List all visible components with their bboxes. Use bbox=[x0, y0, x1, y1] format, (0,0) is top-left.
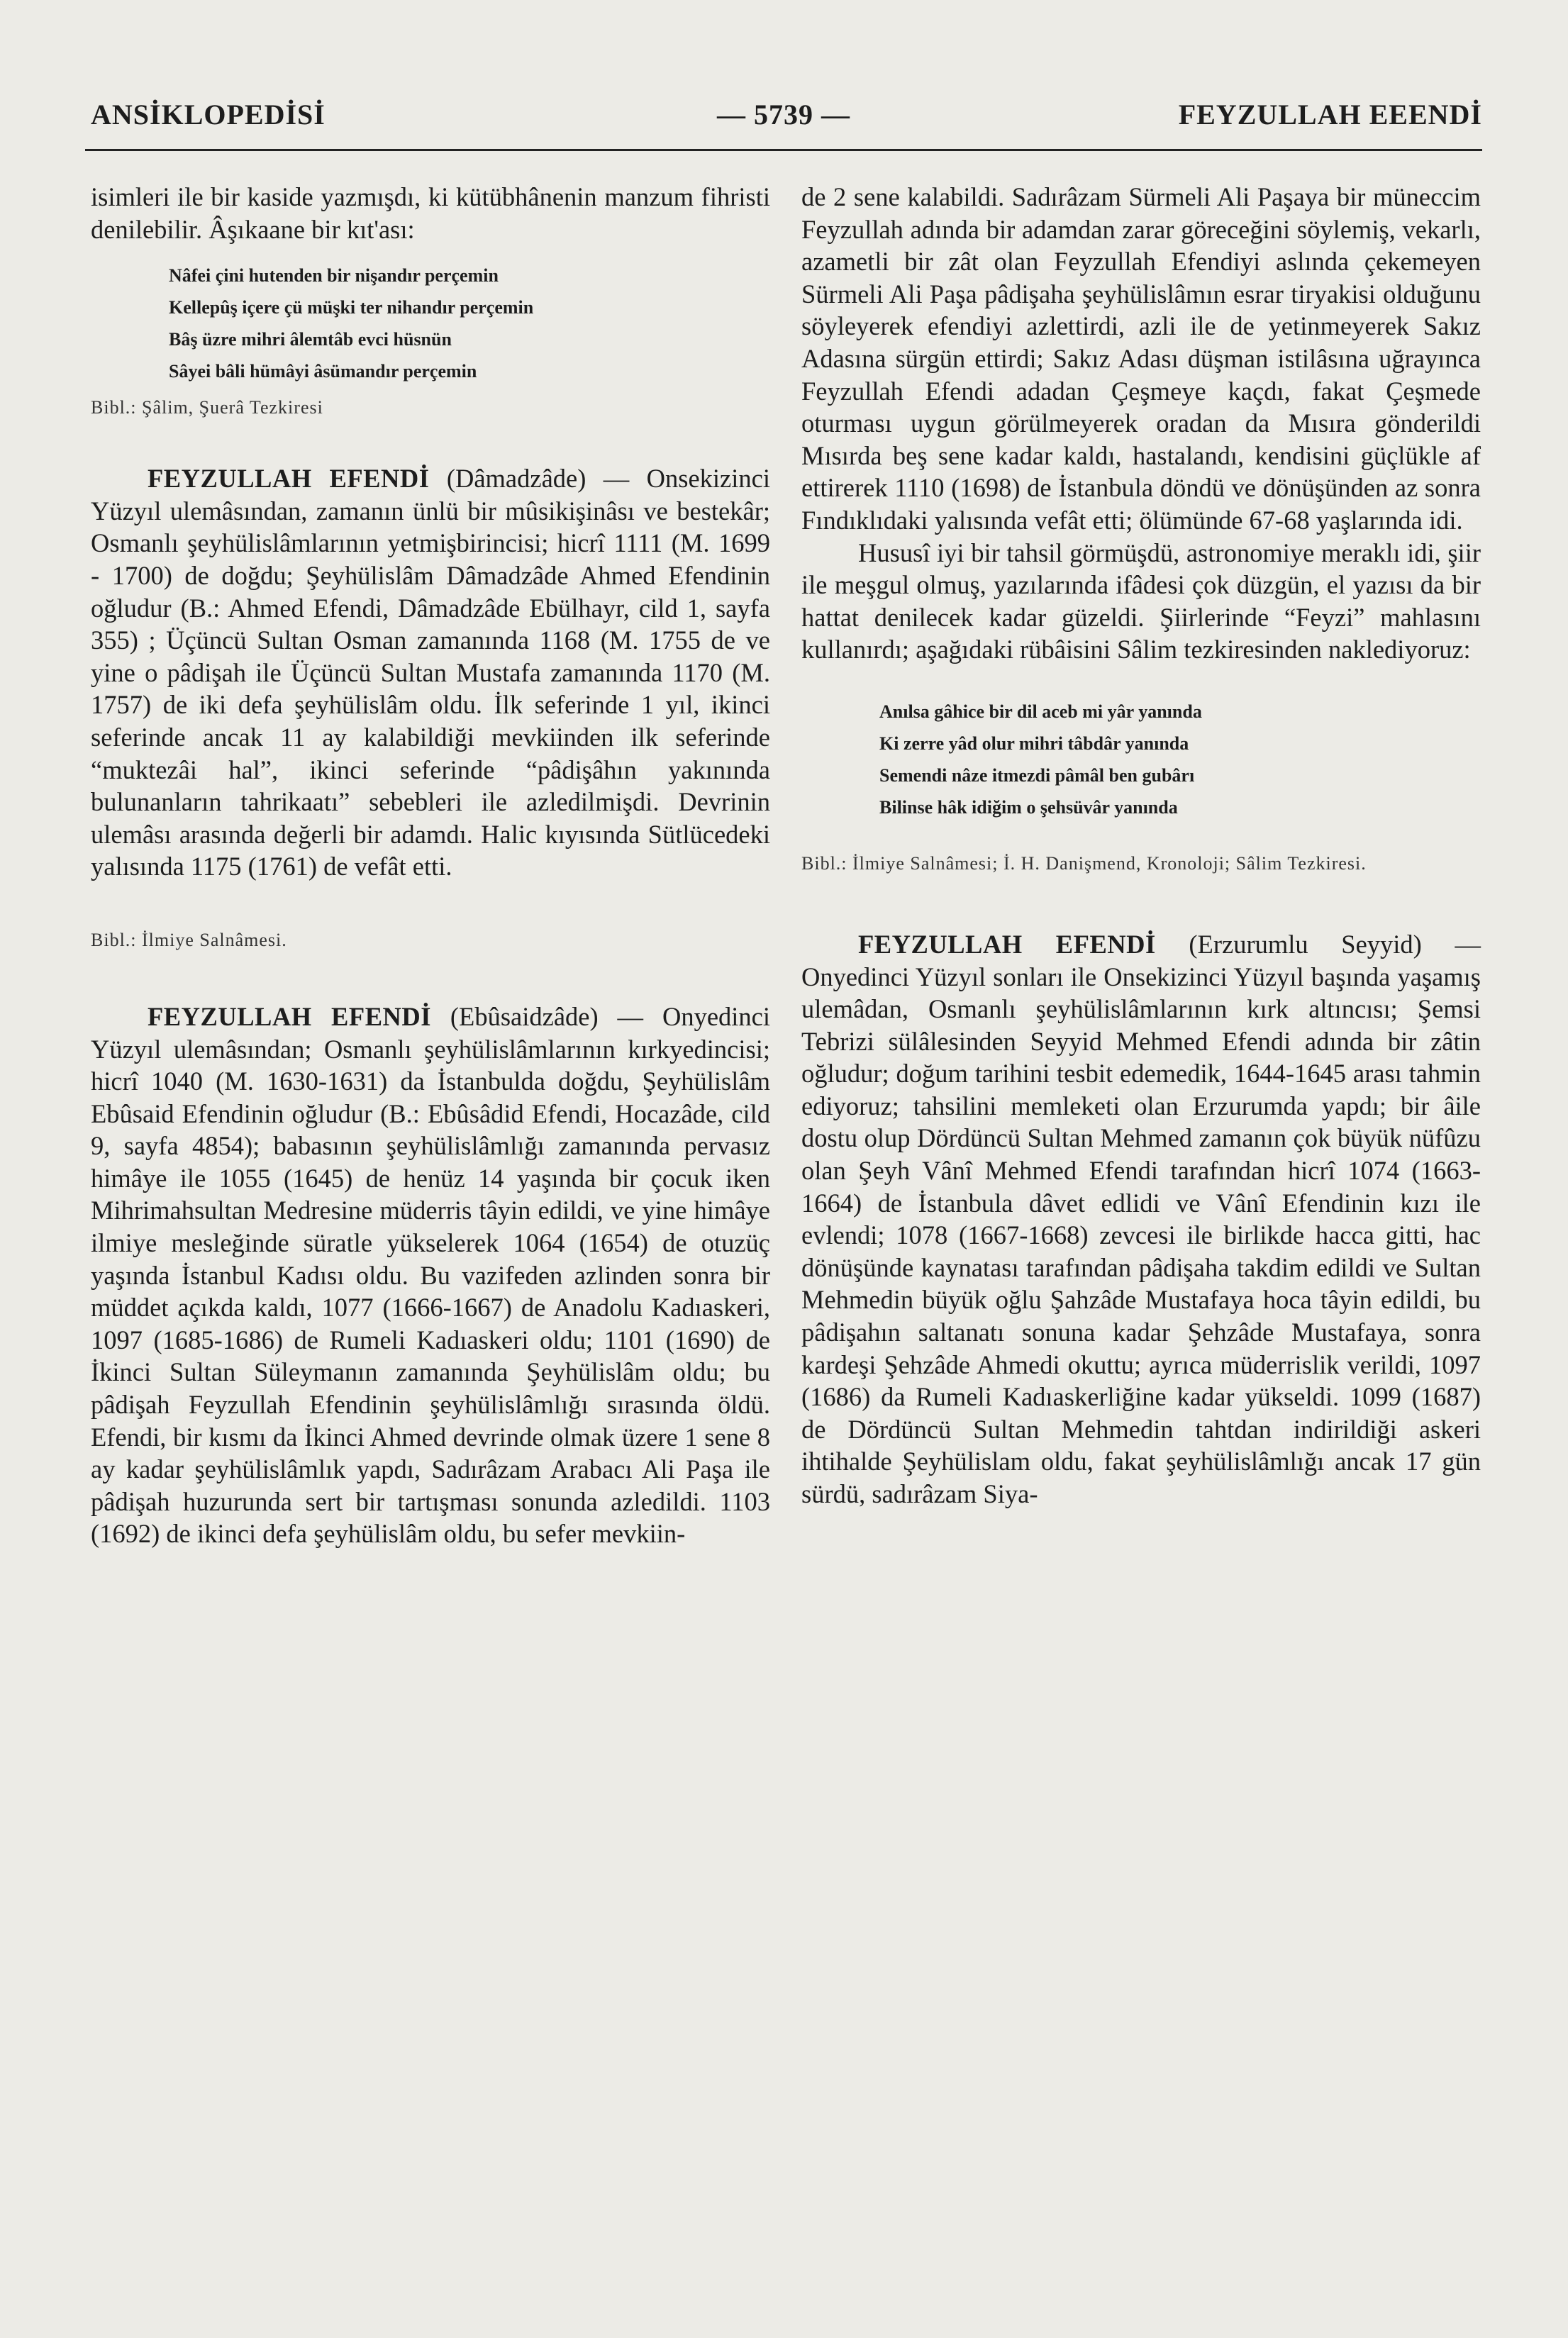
bibliography: Bibl.: İlmiye Salnâmesi. bbox=[91, 929, 287, 950]
right-column bbox=[801, 181, 1481, 1510]
verse-line: Bilinse hâk idiğim o şehsüvâr yanında bbox=[879, 796, 1178, 818]
entry-text: (Dâmadzâde) — Onsekizinci Yüzyıl ulemâsından, zamanın ünlü bir mûsikişinâsı ve bestekâr; Osmanlı şeyhülislâmlarının yetmişbirincisi; hicrî 1111 (M. 1699 - 1700) de doğdu; Şeyhülislâm Dâmadzâde Ahmed Efendinin oğludur (B.: Ahmed Efendi, Dâmadzâde Ebülhayr, cild 1, sayfa 355) ; Üçüncü Sultan Osman zamanında 1168 (M. 1755 de ve yine o pâdişah ile Üçüncü Sultan Mustafa zamanında 1170 (M. 1757) de iki defa şeyhülislâm oldu. İlk seferinde 1 yıl, ikinci seferinde ancak 11 ay kalabildiği mevkiinden ilk seferinde “muktezâi hal”, ikinci seferinde “pâdişâhın yakınında bulunanların tahrikaatı” sebebleri ile azledilmişdi. Devrinin ulemâsı arasında değerli bir adamdı. Halic kıyısında Sütlücedeki yalısında 1175 (1761) de vefât etti. bbox=[91, 464, 770, 881]
verse-line: Kellepûş içere çü müşki ter nihandır perçemin bbox=[169, 297, 534, 318]
header-left: ANSİKLOPEDİSİ bbox=[91, 99, 326, 130]
verse-left bbox=[91, 260, 770, 387]
verse-line: Bâş üzre mihri âlemtâb evci hüsnün bbox=[169, 329, 452, 350]
left-column bbox=[91, 181, 770, 1550]
verse-line: Nâfei çini hutenden bir nişandır perçemin bbox=[169, 265, 499, 286]
body-paragraph: de 2 sene kalabildi. Sadırâzam Sürmeli Ali Paşaya bir müneccim Feyzullah adında bir adamdan zarar göreceğini söylemiş, vekarlı, azametli bir zât olan Feyzullah Efendiyi aslında çekemeyen Sürmeli Ali Paşa pâdişaha şeyhülislâmın esrar tiryakisi olduğunu söyleyerek efendiyi azlettirdi, azli ile de yetinmeyerek Sakız Adasına sürgün ettirdi; Sakız Adası düşman istilâsına uğrayınca Feyzullah Efendi adadan Çeşmeye kaçdı, fakat Çeşmede oturması uygun görülmeyerek oradan da Mısıra gönderildi Mısırda beş sene kadar kaldı, hastalandı, kendisini güçlükle af ettirerek 1110 (1698) de İstanbula döndü ve dönüşünden az sonra Fındıklıdaki yalısında vefât etti; ölümünde 67-68 yaşlarında idi. bbox=[801, 182, 1481, 535]
entry-title: FEYZULLAH EFENDİ bbox=[148, 464, 430, 494]
spacer bbox=[91, 421, 770, 462]
entry-title: FEYZULLAH EFENDİ bbox=[148, 1001, 431, 1031]
entry-paragraph bbox=[91, 1001, 770, 1550]
page-header bbox=[85, 98, 1482, 140]
bibliography: Bibl.: İlmiye Salnâmesi; İ. H. Danişmend, Kronoloji; Sâlim Tezkiresi. bbox=[801, 852, 1367, 874]
entry-text: (Erzurumlu Seyyid) — Onyedinci Yüzyıl sonları ile Onsekizinci Yüzyıl başında yaşamış ulemâdan, Osmanlı şeyhülislâmlarının kırk altıncısı; Şemsi Tebrizi sülâlesinden Seyyid Mehmed Efendi adında bir zâtin oğludur; doğum tarihini tesbit edemedik, 1644-1645 arası tahmin ediyoruz; tahsilini memleketi olan Erzurumda yapdı; bir âile dostu olup Dördüncü Sultan Mehmed zamanın çok büyük nüfûzu olan Şeyh Vânî Mehmed Efendi tarafından hicrî 1074 (1663-1664) de İstanbula dâvet edlidi ve Vânî Efendinin kızı ile evlendi; 1078 (1667-1668) zevcesi ile birlikde hacca gitti, hac dönüşünde kaynatası tarafından pâdişaha takdim edildi ve Sultan Mehmedin büyük oğlu Şahzâde Mustafaya hoca tâyin edildi, bu pâdişahın saltanatı sonuna kadar Şehzâde Mustafaya, sonra kardeşi Şehzâde Ahmedi okuttu; ayrıca müderrislik verildi, 1097 (1686) da Rumeli Kadıaskerliğine kadar yükseldi. 1099 (1687) de Dördüncü Sultan Mehmedin tahtdan indirildiği askeri ihtihalde Şeyhülislam oldu, fakat şeyhülislâmlığı ancak 17 gün sürdü, sadırâzam Siya- bbox=[801, 929, 1481, 1508]
spacer bbox=[91, 954, 770, 1001]
entry-paragraph bbox=[801, 928, 1481, 1510]
spacer bbox=[801, 877, 1481, 928]
header-rule bbox=[85, 149, 1482, 151]
verse-line: Ki zerre yâd olur mihri tâbdâr yanında bbox=[879, 733, 1189, 754]
entry-title: FEYZULLAH EFENDİ bbox=[858, 929, 1156, 959]
verse-line: Anılsa gâhice bir dil aceb mi yâr yanında bbox=[879, 701, 1202, 722]
body-paragraph: Hususî iyi bir tahsil görmüşdü, astronomiye meraklı idi, şiir ile meşgul olmuş, yazılarında ifâdesi çok düzgün, el yazısı da bir hattat denilecek kadar güzeldi. Şiirlerinde “Feyzi” mahlasını kullanırdı; aşağıdaki rübâisini Sâlim tezkiresinden naklediyoruz: bbox=[801, 538, 1481, 664]
verse-line: Sâyei bâli hümâyi âsümandır perçemin bbox=[169, 361, 477, 382]
intro-paragraph: isimleri ile bir kaside yazmışdı, ki kütübhânenin manzum fihristi denilebilir. Âşıkaane bir kıt'ası: bbox=[91, 182, 770, 244]
spacer bbox=[91, 883, 770, 927]
entry-paragraph bbox=[91, 462, 770, 883]
page-number: — 5739 — bbox=[717, 99, 850, 130]
verse-right bbox=[801, 696, 1481, 823]
entry-text: (Ebûsaidzâde) — Onyedinci Yüzyıl ulemâsından; Osmanlı şeyhülislâmlarının kırkyedincisi; hicrî 1040 (M. 1630-1631) da İstanbulda doğdu, Şeyhülislâm Ebûsaid Efendinin oğludur (B.: Ebûsâdid Efendi, Hocazâde, cild 9, sayfa 4854); babasının şeyhülislâmlığı zamanında pervasız himâye ile 1055 (1645) de henüz 14 yaşında bir çocuk iken Mihrimahsultan Medresine müderris tâyin edildi, ve yine himâye ilmiye mesleğinde süratle yükselerek 1064 (1654) de otuzüç yaşında İstanbul Kadısı oldu. Bu vazifeden azlinden sonra bir müddet açıkda kaldı, 1077 (1666-1667) de Anadolu Kadıaskeri, 1097 (1685-1686) de Rumeli Kadıaskeri oldu; 1101 (1690) de İkinci Sultan Süleymanın zamanında Şeyhülislâm oldu; bu pâdişah Feyzullah Efendinin şeyhülislâmlığı sırasında öldü. Efendi, bir kısmı da İkinci Ahmed devrinde olmak üzere 1 sene 8 ay kadar şeyhülislâmlık yapdı, Sadırâzam Arabacı Ali Paşa ile pâdişah huzurunda sert bir tartışması sonunda azledildi. 1103 (1692) de ikinci defa şeyhülislâm oldu, bu sefer mevkiin- bbox=[91, 1001, 771, 1549]
verse-line: Semendi nâze itmezdi pâmâl ben gubârı bbox=[879, 764, 1195, 786]
header-right: FEYZULLAH EEENDİ bbox=[1178, 99, 1482, 130]
bibliography: Bibl.: Şâlim, Şuerâ Tezkiresi bbox=[91, 397, 323, 418]
